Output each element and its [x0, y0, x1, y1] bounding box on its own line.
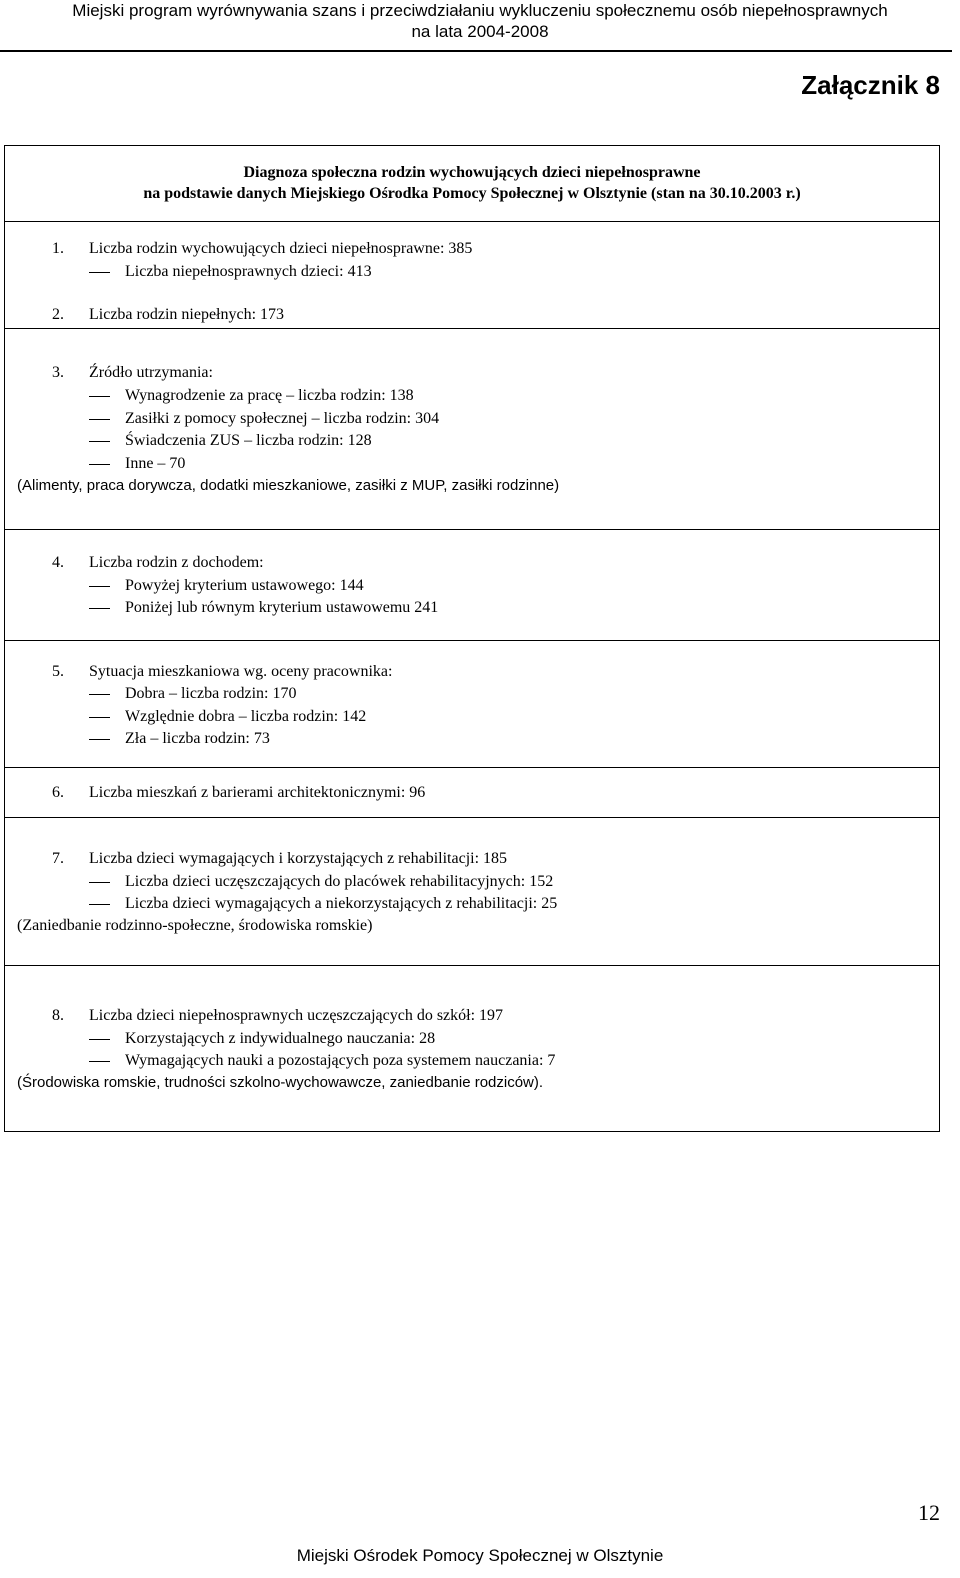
section-6-number: 6. — [52, 784, 64, 801]
section-6-text: Liczba mieszkań z barierami architektonicznymi: 96 — [89, 784, 426, 801]
diagnosis-table — [4, 145, 940, 1132]
section-5-item: Względnie dobra – liczba rodzin: 142 — [125, 708, 367, 725]
table-title-line2: na podstawie danych Miejskiego Ośrodka Pomocy Społecznej w Olsztynie (stan na 30.10.2003 r.) — [143, 185, 801, 202]
section-7-number: 7. — [52, 850, 64, 867]
section-8-item: Korzystających z indywidualnego nauczania: 28 — [125, 1030, 436, 1047]
page-number: 12 — [918, 1500, 940, 1525]
section-1 — [5, 221, 939, 328]
section-8-item: Wymagających nauki a pozostających poza systemem nauczania: 7 — [125, 1052, 556, 1069]
section-4-item: Poniżej lub równym kryterium ustawowemu 241 — [125, 599, 439, 616]
section-5-number: 5. — [52, 663, 64, 680]
section-8-text: Liczba dzieci niepełnosprawnych uczęszczających do szkół: 197 — [89, 1007, 504, 1024]
section-5 — [5, 640, 939, 767]
running-header-line2: na lata 2004-2008 — [411, 22, 549, 41]
section-5-text: Sytuacja mieszkaniowa wg. oceny pracownika: — [89, 663, 393, 680]
section-4 — [5, 529, 939, 640]
running-header-line1: Miejski program wyrównywania szans i przeciwdziałaniu wykluczeniu społecznemu osób niepełnosprawnych — [72, 1, 888, 20]
section-7-item: Liczba dzieci uczęszczających do placówek rehabilitacyjnych: 152 — [125, 873, 554, 890]
section-7-text: Liczba dzieci wymagających i korzystających z rehabilitacji: 185 — [89, 850, 508, 867]
annex-title: Załącznik 8 — [801, 70, 940, 100]
section-5-item: Dobra – liczba rodzin: 170 — [125, 685, 297, 702]
section-2-text: Liczba rodzin niepełnych: 173 — [89, 306, 285, 323]
section-7-item: Liczba dzieci wymagających a niekorzystających z rehabilitacji: 25 — [125, 895, 558, 912]
section-4-text: Liczba rodzin z dochodem: — [89, 554, 264, 571]
section-4-number: 4. — [52, 554, 64, 571]
section-1-number: 1. — [52, 240, 64, 257]
section-3 — [5, 328, 939, 529]
section-4-item: Powyżej kryterium ustawowego: 144 — [125, 577, 364, 594]
section-3-text: Źródło utrzymania: — [89, 364, 213, 381]
section-8-number: 8. — [52, 1007, 64, 1024]
section-1-text: Liczba rodzin wychowujących dzieci niepełnosprawne: 385 — [89, 240, 473, 257]
section-8 — [5, 965, 939, 1131]
running-footer: Miejski Ośrodek Pomocy Społecznej w Olsztynie — [296, 1546, 664, 1565]
section-7 — [5, 817, 939, 965]
section-3-number: 3. — [52, 364, 64, 381]
section-3-item: Zasiłki z pomocy społecznej – liczba rodzin: 304 — [125, 410, 440, 427]
section-3-item: Świadczenia ZUS – liczba rodzin: 128 — [125, 432, 372, 449]
section-7-note: (Zaniedbanie rodzinno-społeczne, środowiska romskie) — [17, 917, 373, 934]
header-rule — [0, 50, 952, 52]
section-3-item: Inne – 70 — [125, 455, 186, 472]
section-3-item: Wynagrodzenie za pracę – liczba rodzin: 138 — [125, 387, 414, 404]
table-title-row — [5, 146, 939, 221]
section-1-item: Liczba niepełnosprawnych dzieci: 413 — [125, 263, 372, 280]
section-8-note: (Środowiska romskie, trudności szkolno-wychowawcze, zaniedbanie rodziców). — [17, 1074, 544, 1091]
table-title-line1: Diagnoza społeczna rodzin wychowujących dzieci niepełnosprawne — [243, 164, 701, 181]
section-5-item: Zła – liczba rodzin: 73 — [125, 730, 270, 747]
section-6 — [5, 767, 939, 817]
section-2-number: 2. — [52, 306, 64, 323]
section-3-note: (Alimenty, praca dorywcza, dodatki mieszkaniowe, zasiłki z MUP, zasiłki rodzinne) — [17, 477, 560, 494]
